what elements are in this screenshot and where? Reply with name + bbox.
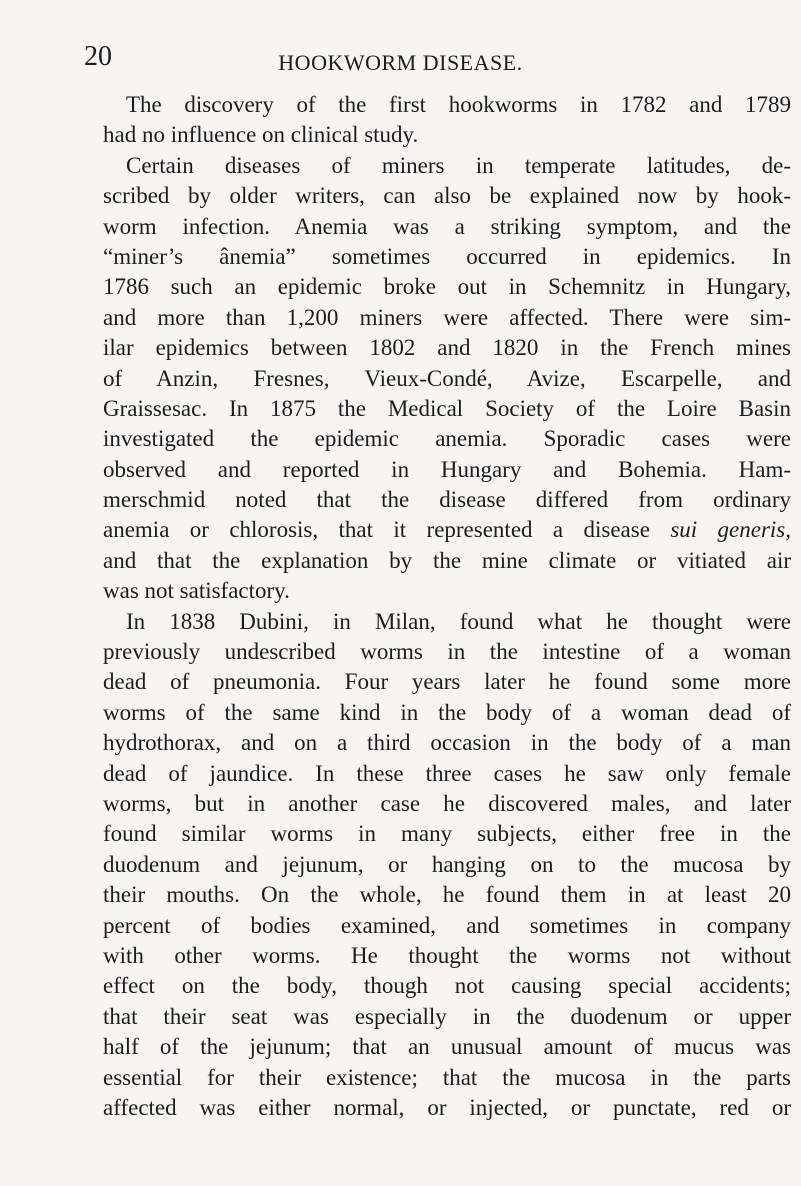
text-line-content: worms of the same kind in the body of a woman dead of <box>103 699 791 725</box>
text-line <box>103 120 791 150</box>
text-line <box>103 455 791 485</box>
text-line <box>103 759 791 789</box>
text-line-content: hydrothorax, and on a third occasion in the body of a man <box>103 730 791 756</box>
text-line-content: worm infection. Anemia was a striking symptom, and the <box>103 213 791 239</box>
text-line-content: In 1838 Dubini, in Milan, found what he thought were <box>126 608 791 634</box>
text-line <box>103 607 791 637</box>
page-header <box>0 40 801 80</box>
body-text <box>103 90 791 1123</box>
text-line <box>103 181 791 211</box>
text-line-content: dead of jaundice. In these three cases he saw only female <box>103 760 791 786</box>
text-line-content: The discovery of the first hookworms in 1782 and 1789 <box>126 92 791 117</box>
text-line-content: Certain diseases of miners in temperate latitudes, de- <box>126 152 791 178</box>
text-line <box>103 272 791 302</box>
text-line-content: of Anzin, Fresnes, Vieux-Condé, Avize, Escarpelle, and <box>103 365 791 391</box>
text-line <box>103 698 791 728</box>
text-line <box>103 1093 791 1123</box>
text-line <box>103 242 791 272</box>
text-line <box>103 941 791 971</box>
text-line <box>103 90 791 120</box>
text-line-content: found similar worms in many subjects, either free in the <box>103 821 791 847</box>
text-line-content: observed and reported in Hungary and Bohemia. Ham- <box>103 456 791 482</box>
text-line <box>103 637 791 667</box>
text-line-content: dead of pneumonia. Four years later he found some more <box>103 669 791 695</box>
text-line-content: scribed by older writers, can also be explained now by hook- <box>103 183 791 209</box>
text-line <box>103 667 791 697</box>
text-line <box>103 576 791 606</box>
text-line <box>103 819 791 849</box>
text-line <box>103 364 791 394</box>
text-line-content: 1786 such an epidemic broke out in Schemnitz in Hungary, <box>103 274 791 300</box>
text-line-content: worms, but in another case he discovered males, and later <box>103 790 791 816</box>
text-line <box>103 728 791 758</box>
text-line-content: half of the jejunum; that an unusual amount of mucus was <box>103 1034 791 1060</box>
text-line-content: previously undescribed worms in the intestine of a woman <box>103 639 791 665</box>
text-line-content: Graissesac. In 1875 the Medical Society of the Loire Basin <box>103 395 791 421</box>
text-line-content: investigated the epidemic anemia. Sporadic cases were <box>103 426 791 452</box>
text-line-content: duodenum and jejunum, or hanging on to the mucosa by <box>103 851 791 877</box>
text-line-content: percent of bodies examined, and sometimes in company <box>103 912 791 938</box>
text-line-content: anemia or chlorosis, that it represented a disease <box>103 517 650 543</box>
text-line <box>103 394 791 424</box>
text-line <box>103 212 791 242</box>
text-line-content: effect on the body, though not causing special accidents; <box>103 973 791 999</box>
text-line-content: essential for their existence; that the mucosa in the parts <box>103 1064 791 1090</box>
text-line-content: that their seat was especially in the duodenum or upper <box>103 1003 791 1029</box>
text-line-content: was not satisfactory. <box>103 578 290 604</box>
text-line-content: with other worms. He thought the worms not without <box>103 942 791 968</box>
text-line-content: ilar epidemics between 1802 and 1820 in the French mines <box>103 335 791 361</box>
text-line <box>103 789 791 819</box>
text-line <box>103 1032 791 1062</box>
text-line <box>103 485 791 515</box>
text-line <box>103 333 791 363</box>
text-line-content: affected was either normal, or injected, or punctate, red or <box>103 1094 791 1120</box>
italic-phrase: sui generis, <box>670 517 791 543</box>
text-line <box>103 880 791 910</box>
text-line <box>103 546 791 576</box>
text-line <box>103 151 791 181</box>
text-line-content: and that the explanation by the mine climate or vitiated air <box>103 547 791 573</box>
text-line-content: their mouths. On the whole, he found them in at least 20 <box>103 882 791 908</box>
text-line-content: merschmid noted that the disease differed from ordinary <box>103 487 791 513</box>
text-line <box>103 515 791 545</box>
text-line <box>103 424 791 454</box>
text-line <box>103 303 791 333</box>
text-line-content: had no influence on clinical study. <box>103 122 419 148</box>
text-line <box>103 971 791 1001</box>
text-line <box>103 911 791 941</box>
text-line <box>103 1002 791 1032</box>
text-line <box>103 1063 791 1093</box>
running-title: HOOKWORM DISEASE. <box>278 50 523 75</box>
text-line <box>103 850 791 880</box>
text-line-content: and more than 1,200 miners were affected. There were sim- <box>103 304 791 330</box>
text-line-content: “miner’s ânemia” sometimes occurred in epidemics. In <box>103 243 791 269</box>
page-number: 20 <box>84 41 112 72</box>
